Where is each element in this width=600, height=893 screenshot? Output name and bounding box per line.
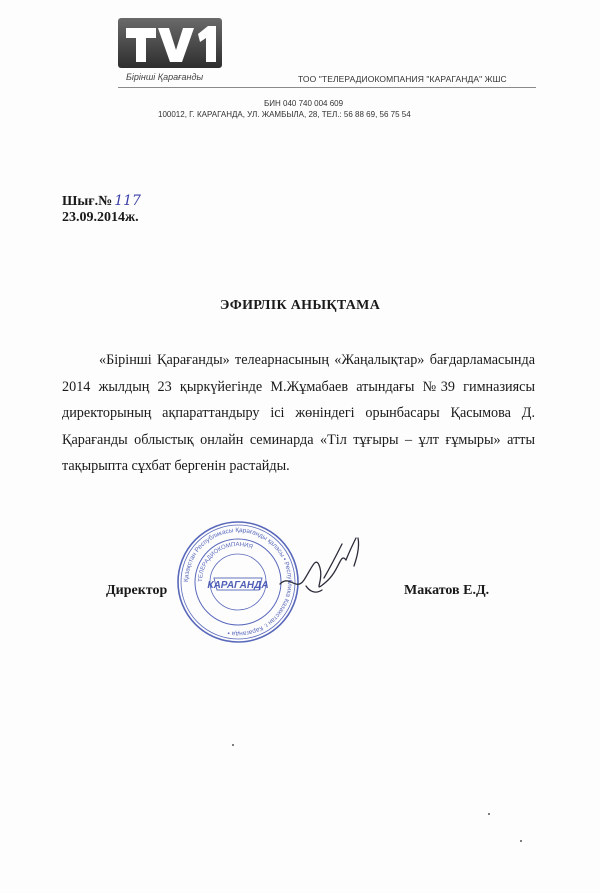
outgoing-number bbox=[62, 193, 141, 210]
page-speck bbox=[232, 744, 234, 746]
page-speck bbox=[520, 840, 522, 842]
logo-subtitle: Бірінші Қарағанды bbox=[126, 72, 204, 82]
company-name: ТОО "ТЕЛЕРАДИОКОМПАНИЯ "КАРАГАНДА" ЖШС bbox=[298, 74, 507, 84]
bin-number: БИН 040 740 004 609 bbox=[264, 99, 344, 108]
svg-text:ТЕЛЕРАДИОКОМПАНИЯ bbox=[198, 542, 254, 582]
signatory-name: Макатов Е.Д. bbox=[404, 583, 490, 598]
outgoing-number-label: Шығ.№ bbox=[62, 194, 113, 209]
stamp-inner-text: ТЕЛЕРАДИОКОМПАНИЯ bbox=[197, 541, 254, 583]
stamp-center-text: КАРАГАНДА bbox=[207, 580, 269, 591]
letterhead-divider bbox=[118, 87, 536, 88]
signatory-position: Директор bbox=[106, 583, 168, 598]
document-title: ЭФИРЛІК АНЫҚТАМА bbox=[219, 298, 381, 313]
company-address: 100012, Г. КАРАГАНДА, УЛ. ЖАМБЫЛА, 28, ТЕЛ.: 56 88 69, 56 75 54 bbox=[158, 110, 411, 119]
document-body: «Бірінші Қарағанды» телеарнасының «Жаңалықтар» бағдарламасында 2014 жылдың 23 қыркүйегінде М.Жұмабаев атындағы №39 гимназиясы директорының ақпараттандыру ісі жөніндегі орынбасары Қасымова Д. Қарағанды облыстық онлайн семинарда «Тіл тұғыры – ұлт ғұмыры» атты тақырыпта сұхбат бергенін растайды. bbox=[62, 352, 535, 474]
stamp-outer-text: Қазақстан Республикасы Қарағанды қаласы • Республика Казахстан г. Караганда • bbox=[182, 526, 294, 638]
outgoing-number-value: 117 bbox=[114, 193, 141, 209]
handwritten-signature bbox=[276, 534, 386, 604]
logo-text: TV1 bbox=[116, 16, 118, 17]
outgoing-date: 23.09.2014ж. bbox=[62, 210, 139, 225]
page-speck bbox=[488, 813, 490, 815]
